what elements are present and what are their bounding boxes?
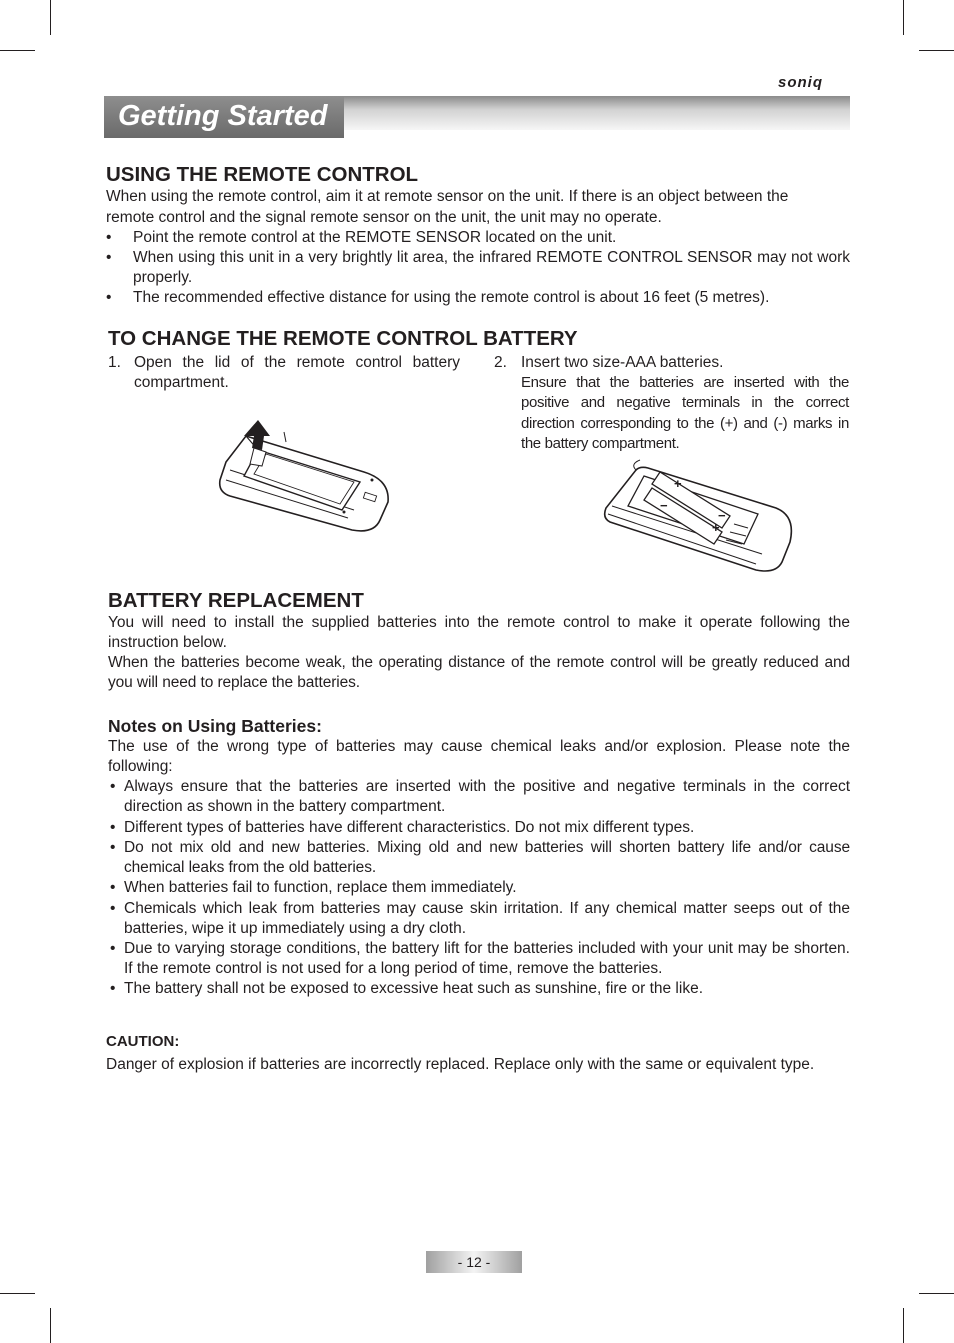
list-item [108,878,850,898]
step-number: 2. [494,354,507,371]
list-item-text: Different types of batteries have different characteristics. Do not mix different types. [124,819,695,836]
list-item [106,228,850,248]
bullet-mark: • [106,229,112,246]
list-item-text: Chemicals which leak from batteries may cause skin irritation. If any chemical matter seeps out of the batteries, wipe it up immediately using a dry cloth. [124,900,850,938]
minus-mark: − [660,498,668,513]
list-item-text: Point the remote control at the REMOTE SENSOR located on the unit. [133,229,617,246]
step-2 [494,353,849,454]
minus-mark: − [718,508,726,523]
page-number: - 12 - [426,1251,522,1273]
bullet-mark: • [110,839,116,856]
crop-mark [50,1308,51,1343]
step-1 [108,353,460,393]
bullet-mark: • [110,980,116,997]
plus-mark: + [712,520,720,535]
crop-mark [50,0,51,35]
battery-replacement-para2: When the batteries become weak, the operating distance of the remote control will be greatly reduced and you will need to replace the batteries. [108,654,850,692]
crop-mark [903,1308,904,1343]
remote-lid-open-illustration [214,410,394,540]
caution-heading: CAUTION: [106,1033,180,1050]
caution-text: Danger of explosion if batteries are incorrectly replaced. Replace only with the same or equivalent type. [106,1056,815,1073]
list-item [108,818,850,838]
bullet-mark: • [110,778,116,795]
list-item-text: Always ensure that the batteries are inserted with the positive and negative terminals in the correct direction as shown in the battery compartment. [124,778,850,816]
crop-mark [0,1293,35,1294]
crop-mark [0,50,35,51]
step-number: 1. [108,354,121,371]
crop-mark [919,50,954,51]
page-title: Getting Started [118,100,328,132]
notes-intro: The use of the wrong type of batteries may cause chemical leaks and/or explosion. Please note the following: [108,738,850,776]
list-item [108,899,850,939]
list-item-text: The battery shall not be exposed to excessive heat such as sunshine, fire or the like. [124,980,703,997]
list-item-text: When batteries fail to function, replace them immediately. [124,879,517,896]
remote-batteries-illustration [600,458,800,578]
battery-replacement-para1: You will need to install the supplied batteries into the remote control to make it operate following the instruction below. [108,614,850,652]
list-item [108,777,850,817]
list-item [106,248,850,288]
brand-logo: soniq [778,74,823,91]
list-item-text: Due to varying storage conditions, the battery lift for the batteries included with your unit may be shorten. If the remote control is not used for a long period of time, remove the batteries. [124,940,850,978]
step-text-line1: Insert two size-AAA batteries. [521,354,724,371]
plus-mark: + [674,476,682,491]
section-heading-using-remote: USING THE REMOTE CONTROL [106,163,419,186]
list-item [106,288,850,308]
crop-mark [903,0,904,35]
bullet-mark: • [110,900,116,917]
bullet-mark: • [110,879,116,896]
section-heading-battery-replacement: BATTERY REPLACEMENT [108,589,364,612]
bullet-mark: • [106,289,112,306]
step-text: Ensure that the batteries are inserted with the positive and negative terminals in the correct direction corresponding to the (+) and (-) marks in the battery compartment. [521,374,849,452]
bullet-mark: • [110,940,116,957]
notes-heading: Notes on Using Batteries: [108,716,322,736]
bullet-mark: • [106,249,112,266]
list-item-text: The recommended effective distance for using the remote control is about 16 feet (5 metres). [133,289,770,306]
section1-intro-line1: When using the remote control, aim it at remote sensor on the unit. If there is an object between the [106,188,789,205]
section1-intro-line2: remote control and the signal remote sensor on the unit, the unit may no operate. [106,209,662,226]
list-item [108,838,850,878]
step-text: Open the lid of the remote control battery compartment. [134,354,460,392]
crop-mark [919,1293,954,1294]
list-item-text: When using this unit in a very brightly lit area, the infrared REMOTE CONTROL SENSOR may not work properly. [133,249,850,287]
list-item-text: Do not mix old and new batteries. Mixing old and new batteries will shorten battery life and/or cause chemical leaks from the old batteries. [124,839,850,877]
section-heading-change-battery: TO CHANGE THE REMOTE CONTROL BATTERY [108,327,578,350]
list-item [108,979,850,999]
list-item [108,939,850,979]
bullet-mark: • [110,819,116,836]
